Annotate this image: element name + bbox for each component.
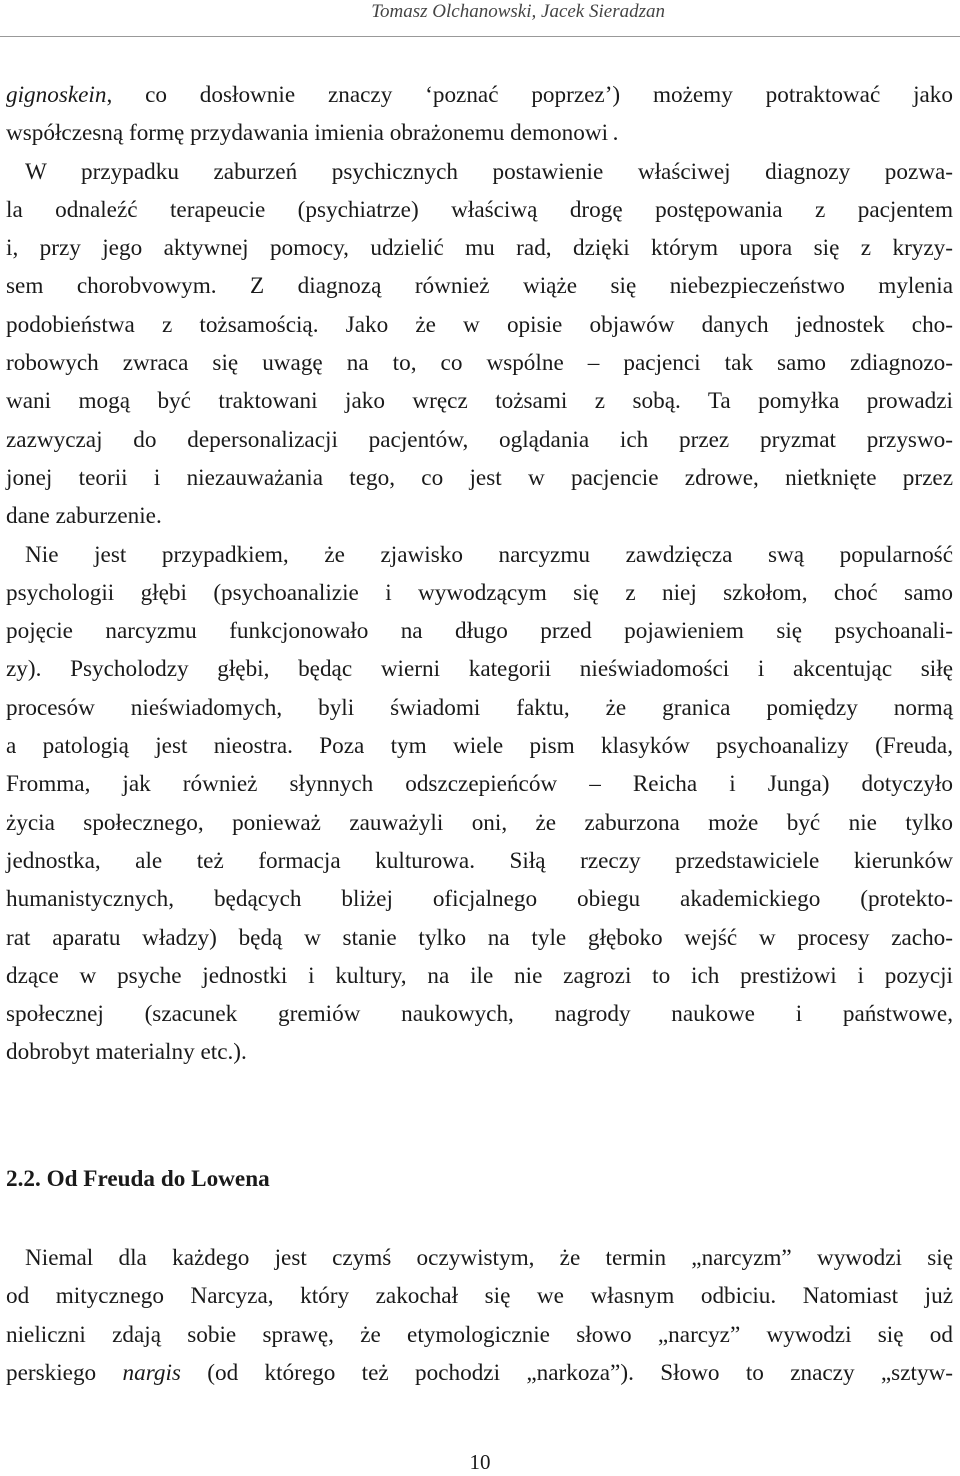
text-line: społecznej (szacunek gremiów naukowych, nagrody naukowe i państwowe, [6,1001,953,1028]
text-line: la odnaleźć terapeucie (psychiatrze) właściwą drogę postępowania z pacjentem [6,196,953,223]
text-line: rat aparatu władzy) będą w stanie tylko na tyle głęboko wejść w procesy zacho- [6,924,953,951]
text-line: humanistycznych, będących bliżej oficjalnego obiegu akademickiego (protekto- [6,886,953,913]
text-line: wani mogą być traktowani jako wręcz tożsami z sobą. Ta pomyłka prowadzi [6,388,953,415]
text-line: dane zaburzenie. [6,503,162,530]
text-line: perskiego nargis (od którego też pochodzi „narkoza”). Słowo to znaczy „sztyw- [6,1359,953,1386]
text-line: zazwyczaj do depersonalizacji pacjentów, oglądania ich przez pryzmat przyswo- [6,426,953,453]
text-line: życia społecznego, ponieważ zauważyli oni, że zaburzona może być nie tylko [6,809,953,836]
text-line: podobieństwa z tożsamością. Jako że w opisie objawów danych jednostek cho- [6,311,953,338]
section-heading: 2.2. Od Freuda do Lowena [6,1166,270,1192]
running-header [0,0,960,37]
main-body-text [6,76,953,1072]
section-body-text [6,1239,953,1392]
text-line: robowych zwraca się uwagę na to, co wspólne – pacjenci tak samo zdiagnozo- [6,350,953,377]
page-number: 10 [469,1450,491,1474]
text-line: współczesną formę przydawania imienia obrażonemu demonowi . [6,120,619,147]
text-line: W przypadku zaburzeń psychicznych postawienie właściwej diagnozy pozwa- [25,158,953,185]
text-line: Niemal dla każdego jest czymś oczywistym, że termin „narcyzm” wywodzi się [25,1245,953,1271]
text-line: nieliczni zdają sobie sprawę, że etymologicznie słowo „narcyz” wywodzi się od [6,1321,953,1348]
text-line: psychologii głębi (psychoanalizie i wywodzącym się z niej szkołom, choć samo [6,579,953,606]
text-line: od mitycznego Narcyza, który zakochał się we własnym odbiciu. Natomiast już [6,1283,953,1310]
text-line: gignoskein, co dosłownie znaczy ‘poznać poprzez’) możemy potraktować jako [6,82,953,108]
text-line: zy). Psycholodzy głębi, będąc wierni kategorii nieświadomości i akcentując siłę [6,656,953,683]
text-line: procesów nieświadomych, byli świadomi faktu, że granica pomiędzy normą [6,694,953,721]
text-line: jonej teorii i niezauważania tego, co jest w pacjencie zdrowe, nietknięte przez [6,464,953,491]
italic-term: nargis [122,1359,181,1386]
text-line: sem chorobvowym. Z diagnozą również wiąże się niebezpieczeństwo mylenia [6,273,953,300]
text-line: pojęcie narcyzmu funkcjonowało na długo przed pojawieniem się psychoanali- [6,618,953,645]
italic-term: gignoskein [6,82,107,108]
text-line: a patologią jest nieostra. Poza tym wiele pism klasyków psychoanalizy (Freuda, [6,733,953,760]
text-line: dobrobyt materialny etc.). [6,1039,247,1066]
text-line: Nie jest przypadkiem, że zjawisko narcyzmu zawdzięcza swą popularność [25,541,953,568]
text-line: Fromma, jak również słynnych odszczepieńców – Reicha i Junga) dotyczyło [6,771,953,798]
text-line: dzące w psyche jednostki i kultury, na ile nie zagrozi to ich prestiżowi i pozycji [6,962,953,989]
text-line: jednostka, ale też formacja kulturowa. Siłą rzeczy przedstawiciele kierunków [6,847,953,874]
text-line: i, przy jego aktywnej pomocy, udzielić mu rad, dzięki którym upora się z kryzy- [6,235,953,262]
running-header-authors: Tomasz Olchanowski, Jacek Sieradzan [371,1,665,22]
